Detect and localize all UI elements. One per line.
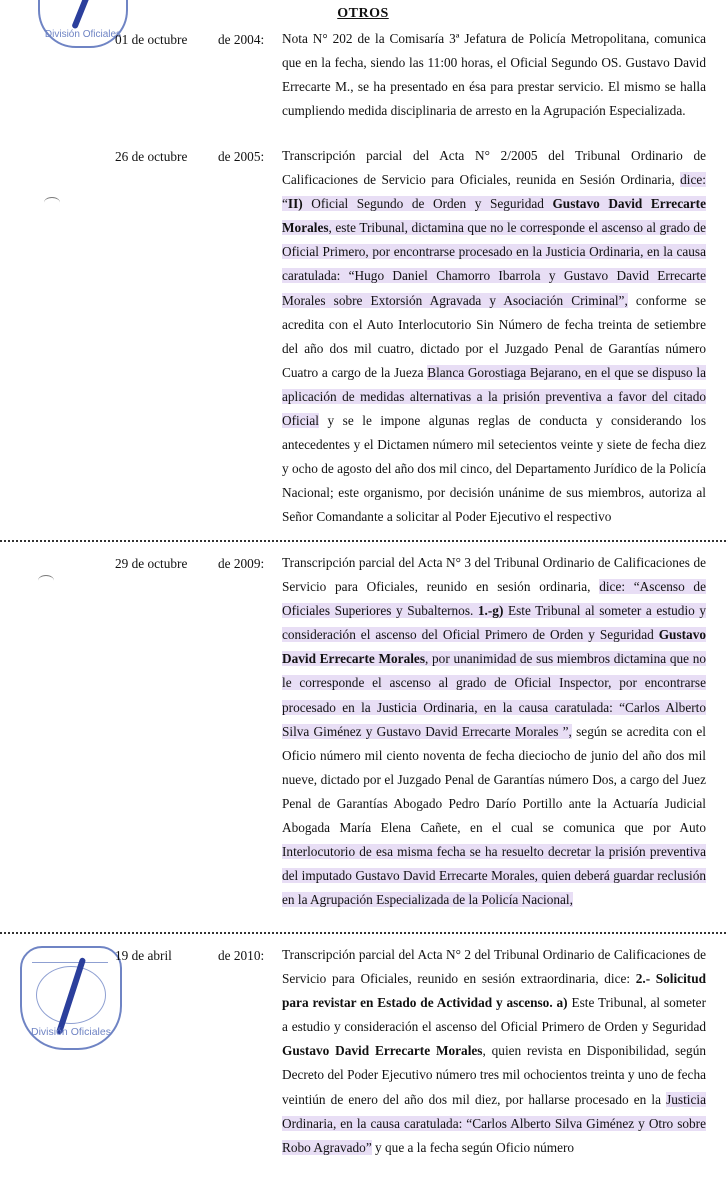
highlighted-text-segment: Interlocutorio de esa misma fecha se ha resuelto decretar la prisión preventiva del imputado Gustavo David Errecarte Morales, quien deberá guardar reclusión en la Agrupación Especializada de la Policía Nacional,: [282, 844, 706, 908]
page-break-separator: [0, 540, 726, 542]
highlighted-text-segment: dice: “Ascenso de Oficiales Superiores y Subalternos.: [282, 579, 706, 619]
text-segment: y se le impone algunas reglas de conducta y considerando los antecedentes y el Dictamen número mil setecientos veinte y siete de fecha diez y ocho de agosto del año dos mil cinco, del Departamento Jurídico de la Policía Nacional; este organismo, por decisión unánime de sus miembros, autoriza al Señor Comandante a solicitar al Poder Ejecutivo el respectivo: [282, 413, 706, 525]
entry-year: de 2009:: [218, 556, 265, 571]
entry-text: [282, 144, 706, 530]
section-title: OTROS: [337, 6, 389, 21]
highlighted-bold-text-segment: II): [287, 196, 303, 212]
stamp-band: [32, 952, 108, 963]
entry-text: [282, 27, 706, 123]
margin-mark: [44, 197, 60, 208]
entry-year: de 2005:: [218, 149, 265, 164]
entry-date: 26 de octubre: [115, 149, 188, 164]
bold-text-segment: Gustavo David Errecarte Morales: [282, 1043, 483, 1059]
text-segment: Nota N° 202 de la Comisaría 3ª Jefatura de Policía Metropolitana, comunica que en la fecha, siendo las 11:00 horas, el Oficial Segundo OS. Gustavo David Errecarte M., se ha presentado en ésa para prestar servicio. El mismo se halla cumpliendo medida disciplinaria de arresto en la Agrupación Especializada.: [282, 31, 706, 119]
entry-text: [282, 551, 706, 912]
text-segment: conforme se acredita con el Auto Interlocutorio Sin Número de fecha treinta de setiembre del año dos mil cuatro, dictado por el Juzgado Penal de Garantías número Cuatro a cargo de la Jueza: [282, 292, 706, 380]
entry-date: 29 de octubre: [115, 556, 188, 571]
text-segment: , quien revista en Disponibilidad, según Decreto del Poder Ejecutivo número tres mil ochocientos treinta y uno de fecha veintiún de enero del año dos mil diez, por hallarse procesado en la: [282, 1043, 706, 1107]
bold-text-segment: 2.- Solicitud para revistar en Estado de Actividad y ascenso. a): [282, 971, 706, 1011]
highlighted-bold-text-segment: 1.-g): [477, 603, 504, 619]
page-break-separator: [0, 932, 726, 934]
entry-date: 19 de abril: [115, 948, 172, 963]
highlighted-text-segment: Oficial Segundo de Orden y Seguridad: [302, 196, 553, 212]
entry-year: de 2010:: [218, 948, 265, 963]
highlighted-bold-text-segment: Gustavo David Errecarte Morales: [282, 196, 706, 236]
highlighted-text-segment: Blanca Gorostiaga Bejarano, en el que se dispuso la aplicación de medidas alternativas a la prisión preventiva a favor del citado Oficial: [282, 364, 707, 429]
text-segment: Transcripción parcial del Acta N° 2/2005 del Tribunal Ordinario de Calificaciones de Servicio para Oficiales, reunida en Sesión Ordinaria,: [282, 148, 706, 188]
entry-text: [282, 943, 706, 1160]
official-stamp: [20, 946, 122, 1050]
stamp-caption: División Oficiales: [31, 1026, 111, 1038]
entry-year: de 2004:: [218, 32, 265, 47]
highlighted-bold-text-segment: Gustavo David Errecarte Morales: [282, 627, 706, 667]
stamp-caption: División Oficiales: [44, 29, 122, 40]
text-segment: Transcripción parcial del Acta N° 2 del Tribunal Ordinario de Calificaciones de Servicio para Oficiales, reunido en sesión extraordinaria, dice:: [282, 947, 706, 987]
highlighted-text-segment: Este Tribunal al someter a estudio y consideración el ascenso del Oficial Primero de Orden y Seguridad: [282, 603, 706, 643]
highlighted-text-segment: Justicia Ordinaria, en la causa caratulada: “Carlos Alberto Silva Giménez y Otro sobre Robo Agravado”: [282, 1091, 706, 1155]
text-segment: Este Tribunal, al someter a estudio y consideración el ascenso del Oficial Primero de Orden y Seguridad: [282, 995, 706, 1035]
text-segment: según se acredita con el Oficio número mil ciento noventa de fecha dieciocho de junio del año dos mil nueve, dictado por el Juzgado Penal de Garantías número Dos, a cargo del Juez Penal de Garantías Abogado Pedro Darío Portillo ante la Actuaría Judicial Abogada María Elena Cañete, en el cual se comunica que por Auto: [282, 723, 706, 836]
highlighted-text-segment: , este Tribunal, dictamina que no le corresponde el ascenso al grado de Oficial Primero, por encontrarse procesado en la Justicia Ordinaria, en la causa caratulada: “Hugo Daniel Chamorro Ibarrola y Gustavo David Errecarte Morales sobre Extorsión Agravada y Asociación Criminal”,: [282, 220, 706, 308]
margin-mark: [38, 575, 54, 586]
text-segment: Transcripción parcial del Acta N° 3 del Tribunal Ordinario de Calificaciones de Servicio para Oficiales, reunido en sesión ordinaria,: [282, 555, 706, 595]
highlighted-text-segment: dice: “: [282, 172, 706, 212]
entry-date: 01 de octubre: [115, 32, 188, 47]
highlighted-text-segment: , por unanimidad de sus miembros dictamina que no le corresponde el ascenso al grado de Oficial Inspector, por encontrarse procesado en la Justicia Ordinaria, en la causa caratulada: “Carlos Alberto Silva Giménez y Gustavo David Errecarte Morales ”,: [282, 651, 707, 739]
text-segment: y que a la fecha según Oficio número: [371, 1139, 575, 1155]
